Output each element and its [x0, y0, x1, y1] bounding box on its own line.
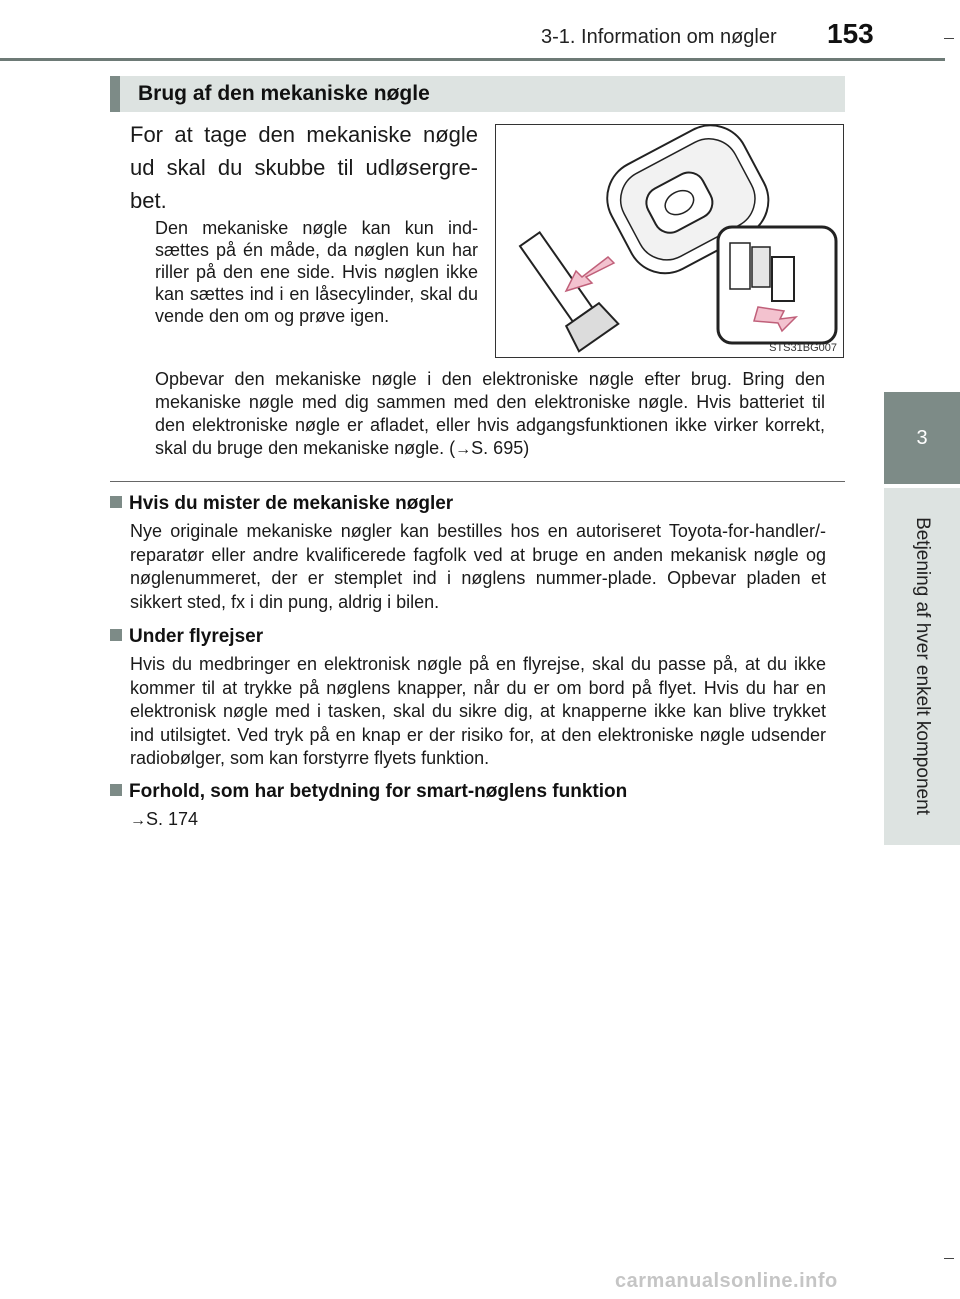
item-heading-text: Forhold, som har betydning for smart-nøglens funktion — [129, 781, 628, 802]
item-heading-lost-keys — [110, 493, 453, 515]
item-heading-text: Hvis du mister de mekaniske nøgler — [129, 493, 454, 514]
storage-paragraph — [155, 368, 825, 461]
note-paragraph: Den mekaniske nøgle kan kun ind-sættes på én måde, da nøglen kun har riller på den ene side. Hvis nøglen ikke kan sættes ind i en låsecylinder, skal du vende den om og prøve igen. — [155, 218, 478, 326]
watermark: carmanualsonline.info — [615, 1270, 838, 1292]
reference-arrow-icon: → — [130, 812, 146, 829]
header-rule — [0, 58, 945, 61]
item-body-smart-key — [130, 808, 826, 833]
crop-mark — [944, 1258, 954, 1259]
item-body-flights: Hvis du medbringer en elektronisk nøgle på en flyrejse, skal du passe på, at du ikke kommer til at trykke på nøglens knapper, når du er om bord på flyet. Hvis du har en elektronisk nøgle med i tasken, skal du sikre dig, at knapperne ikke kan blive trykket ind utilsigtet. Ved tryk på en knap er der risiko for, at den elektroniske nøgle udsender radiobølger, som kan forstyrre flyets funktion. — [130, 654, 826, 768]
page-reference-link[interactable]: S. 695) — [471, 438, 530, 458]
section-divider — [110, 481, 845, 482]
chapter-tab-number: 3 — [884, 392, 960, 484]
electronic-key-illustration — [496, 125, 843, 357]
section-heading-bar — [110, 76, 845, 112]
page-number: 153 — [827, 18, 874, 49]
reference-arrow-icon: → — [455, 441, 472, 458]
crop-mark — [944, 38, 954, 39]
key-illustration — [495, 124, 844, 358]
bullet-square-icon — [110, 496, 122, 508]
chapter-tab-title: Betjening af hver enkelt komponent — [912, 517, 933, 815]
bullet-square-icon — [110, 629, 122, 641]
page-reference-link[interactable]: S. 174 — [146, 809, 199, 829]
item-heading-text: Under flyrejser — [129, 626, 264, 647]
bullet-square-icon — [110, 784, 122, 796]
chapter-section-title: 3-1. Information om nøgler — [541, 26, 777, 48]
item-body-lost-keys: Nye originale mekaniske nøgler kan bestilles hos en autoriseret Toyota-for-handler/-reparatør eller andre kvalificerede fagfolk ved at bruge en anden mekanisk nøgle og nøglenummeret, der er stemplet ind i nøglens nummer-plade. Opbevar pladen et sikkert sted, fx i din pung, aldrig i bilen. — [130, 521, 826, 612]
intro-paragraph: For at tage den mekaniske nøgle ud skal du skubbe til udløsergre-bet. — [130, 122, 478, 213]
item-heading-flights — [110, 626, 263, 648]
item-heading-smart-key — [110, 781, 627, 803]
figure-code: STS31BG007 — [769, 342, 837, 354]
section-heading: Brug af den mekaniske nøgle — [138, 82, 430, 105]
storage-text: Opbevar den mekaniske nøgle i den elektroniske nøgle efter brug. Bring den mekaniske nøgle med dig sammen med den elektroniske nøgle. Hvis batteriet til den elektroniske nøgle er afladet, eller hvis adgangsfunktionen ikke virker korrekt, skal du bruge den mekaniske nøgle. ( — [155, 369, 825, 458]
